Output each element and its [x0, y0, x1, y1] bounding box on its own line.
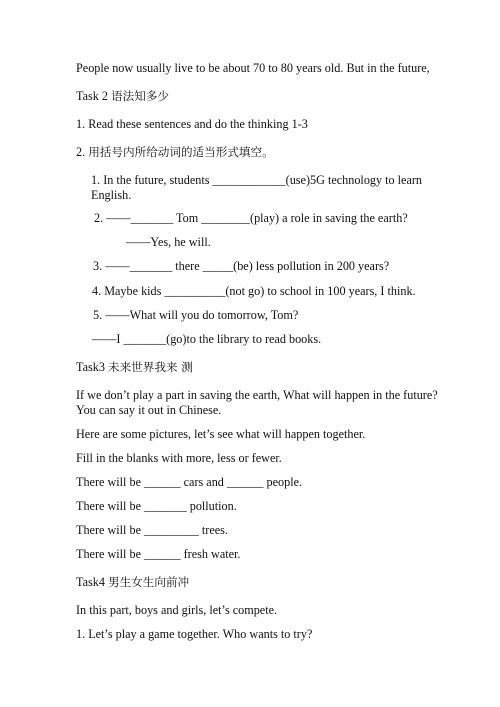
task4-heading-prefix: Task4: [76, 575, 108, 589]
task3-paragraph-1-line2: You can say it out in Chinese.: [76, 403, 222, 417]
question-4: 4. Maybe kids __________(not go) to school in 100 years, I think.: [92, 284, 416, 298]
question-2-line2: ——Yes, he will.: [126, 235, 211, 249]
task3-paragraph-1-line1: If we don’t play a part in saving the earth, What will happen in the future?: [76, 388, 438, 402]
task2-item2: [76, 145, 274, 160]
question-1-line2: English.: [91, 188, 132, 202]
fill-blank-4: There will be ______ fresh water.: [76, 547, 241, 561]
task3-heading-prefix: Task3: [76, 360, 108, 374]
fill-blank-2: There will be _______ pollution.: [76, 499, 237, 513]
task2-item1: 1. Read these sentences and do the thinking 1-3: [76, 117, 308, 131]
task2-heading: [76, 89, 169, 104]
fill-blank-3: There will be _________ trees.: [76, 523, 228, 537]
question-3: 3. ——_______ there _____(be) less pollution in 200 years?: [93, 259, 390, 273]
task2-heading-cjk: 语法知多少: [111, 89, 170, 103]
task4-paragraph-1: In this part, boys and girls, let’s compete.: [76, 603, 278, 617]
task3-heading: [76, 360, 193, 375]
question-5-line1: 5. ——What will you do tomorrow, Tom?: [93, 308, 299, 322]
question-2-line1: 2. ——_______ Tom ________(play) a role in saving the earth?: [94, 211, 408, 225]
task2-heading-prefix: Task 2: [76, 89, 112, 103]
question-5-line2: ——I _______(go)to the library to read books.: [92, 332, 322, 346]
task3-paragraph-2: Here are some pictures, let’s see what will happen together.: [76, 427, 366, 441]
task3-heading-cjk: 未来世界我来 测: [107, 360, 193, 374]
task2-item2-instruction: 用括号内所给动词的适当形式填空。: [88, 145, 274, 159]
task4-heading: [76, 575, 189, 590]
task3-paragraph-3: Fill in the blanks with more, less or fewer.: [76, 451, 282, 465]
task4-heading-cjk: 男生女生向前冲: [107, 575, 190, 589]
intro-line: People now usually live to be about 70 to 80 years old. But in the future,: [76, 61, 430, 75]
question-1-line1: 1. In the future, students ____________(use)5G technology to learn: [91, 173, 423, 187]
task2-item2-number: 2.: [76, 145, 89, 159]
fill-blank-1: There will be ______ cars and ______ people.: [76, 475, 303, 489]
task4-item1: 1. Let’s play a game together. Who wants to try?: [76, 627, 313, 641]
